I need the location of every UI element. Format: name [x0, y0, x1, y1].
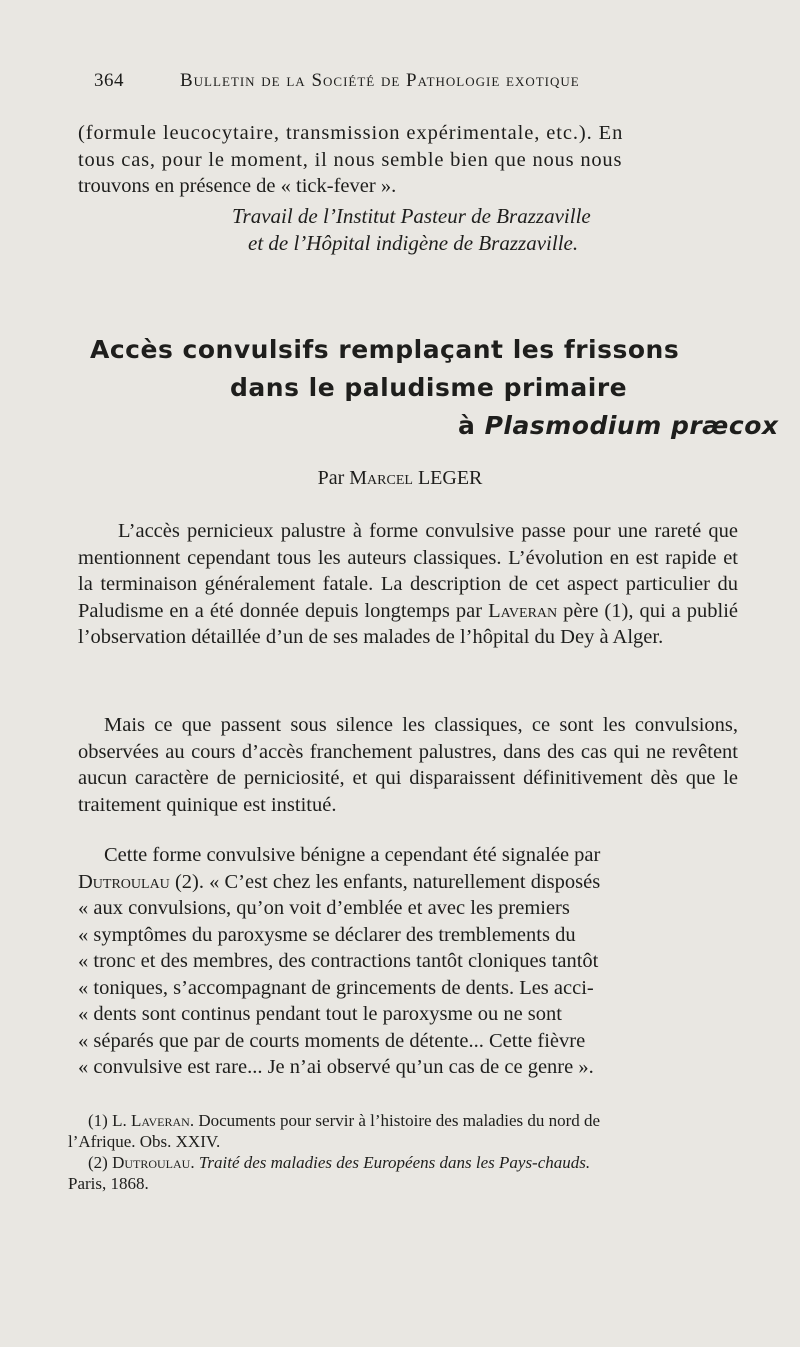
article-title-line-1: Accès convulsifs remplaçant les frissons: [90, 335, 680, 364]
footnote-2-line-2: Paris, 1868.: [68, 1174, 149, 1193]
running-header: [94, 70, 654, 92]
article-title-line-2: dans le paludisme primaire: [230, 373, 628, 402]
author-first-name: Marcel: [349, 467, 413, 489]
footnote-1-line-2: l’Afrique. Obs. XXIV.: [68, 1132, 221, 1151]
fn2-name: Dutroulau: [112, 1153, 191, 1172]
author-last-name: LEGER: [412, 467, 483, 489]
para3-line: [78, 869, 738, 896]
article-title-line-3: [458, 411, 779, 440]
running-title: Bulletin de la Société de Pathologie exotique: [180, 70, 580, 91]
intro-paragraph: [78, 120, 748, 200]
quote-line: « convulsive est rare... Je n’ai observé qu’un cas de ce genre ».: [78, 1056, 594, 1078]
para1-text-a: L’accès pernicieux palustre à forme convulsive passe pour une rareté que mentionnent cependant tous les auteurs classiques. L’évolution en est rapide et la terminaison généralement fatale. La description de cet aspect particulier du Paludisme en a été donnée depuis longtemps par: [78, 520, 738, 622]
fn1-name: Laveran: [130, 1111, 190, 1130]
signature-line-1: Travail de l’Institut Pasteur de Brazzaville: [232, 204, 591, 228]
paragraph-1: [78, 518, 738, 651]
article-author: [0, 467, 800, 490]
quote-line: « symptômes du paroxysme se déclarer des tremblements du: [78, 923, 576, 946]
para1-text-b: père (1), qui a publié l’observation détaillée d’un de ses malades de l’hôpital du Dey à Alger.: [78, 599, 738, 648]
signature-line-2: et de l’Hôpital indigène de Brazzaville.: [248, 231, 579, 255]
para3-name: Dutroulau: [78, 870, 170, 893]
quote-line: « dents sont continus pendant tout le paroxysme ou ne sont: [78, 1003, 562, 1025]
quote-line: « tronc et des membres, des contractions tantôt cloniques tantôt: [78, 950, 599, 972]
author-prefix: Par: [317, 467, 350, 489]
paragraph-2: Mais ce que passent sous silence les classiques, ce sont les convulsions, observées au cours d’accès franchement palustres, dans des cas qui ne revêtent aucun caractère de perniciosité, et qui disparaissent définitivement dès que le traitement quinique est institué.: [78, 714, 738, 816]
fn2-marker: (2): [88, 1153, 113, 1172]
intro-line: trouvons en présence de « tick-fever ».: [78, 175, 397, 197]
para1-name: Laveran: [488, 599, 558, 622]
quote-line: « toniques, s’accompagnant de grincements de dents. Les acci-: [78, 976, 594, 999]
title-species: Plasmodium præcox: [484, 411, 779, 440]
para3-line: Cette forme convulsive bénigne a cependant été signalée par: [104, 844, 601, 866]
fn1-marker: (1) L.: [88, 1111, 131, 1130]
quote-line: « séparés que par de courts moments de détente... Cette fièvre: [78, 1029, 586, 1052]
quote-line: « aux convulsions, qu’on voit d’emblée et avec les premiers: [78, 897, 570, 919]
fn2-title: Traité des maladies des Européens dans les Pays-chauds.: [198, 1153, 591, 1172]
paragraph-3: [78, 842, 738, 1081]
footnote-2-line-1: [68, 1152, 718, 1173]
footnote-1-line-1: [68, 1110, 718, 1131]
fn2-sep: .: [190, 1153, 199, 1172]
fn1-text: . Documents pour servir à l’histoire des maladies du nord de: [189, 1111, 601, 1130]
para3-line-rest: (2). « C’est chez les enfants, naturellement disposés: [169, 870, 601, 893]
intro-line: (formule leucocytaire, transmission expérimentale, etc.). En: [78, 122, 624, 144]
title-prefix: à: [458, 411, 485, 440]
footnote-2: [68, 1152, 718, 1194]
intro-line: tous cas, pour le moment, il nous semble bien que nous nous: [78, 148, 623, 171]
footnote-1: [68, 1110, 718, 1152]
page-number: 364: [94, 70, 124, 91]
